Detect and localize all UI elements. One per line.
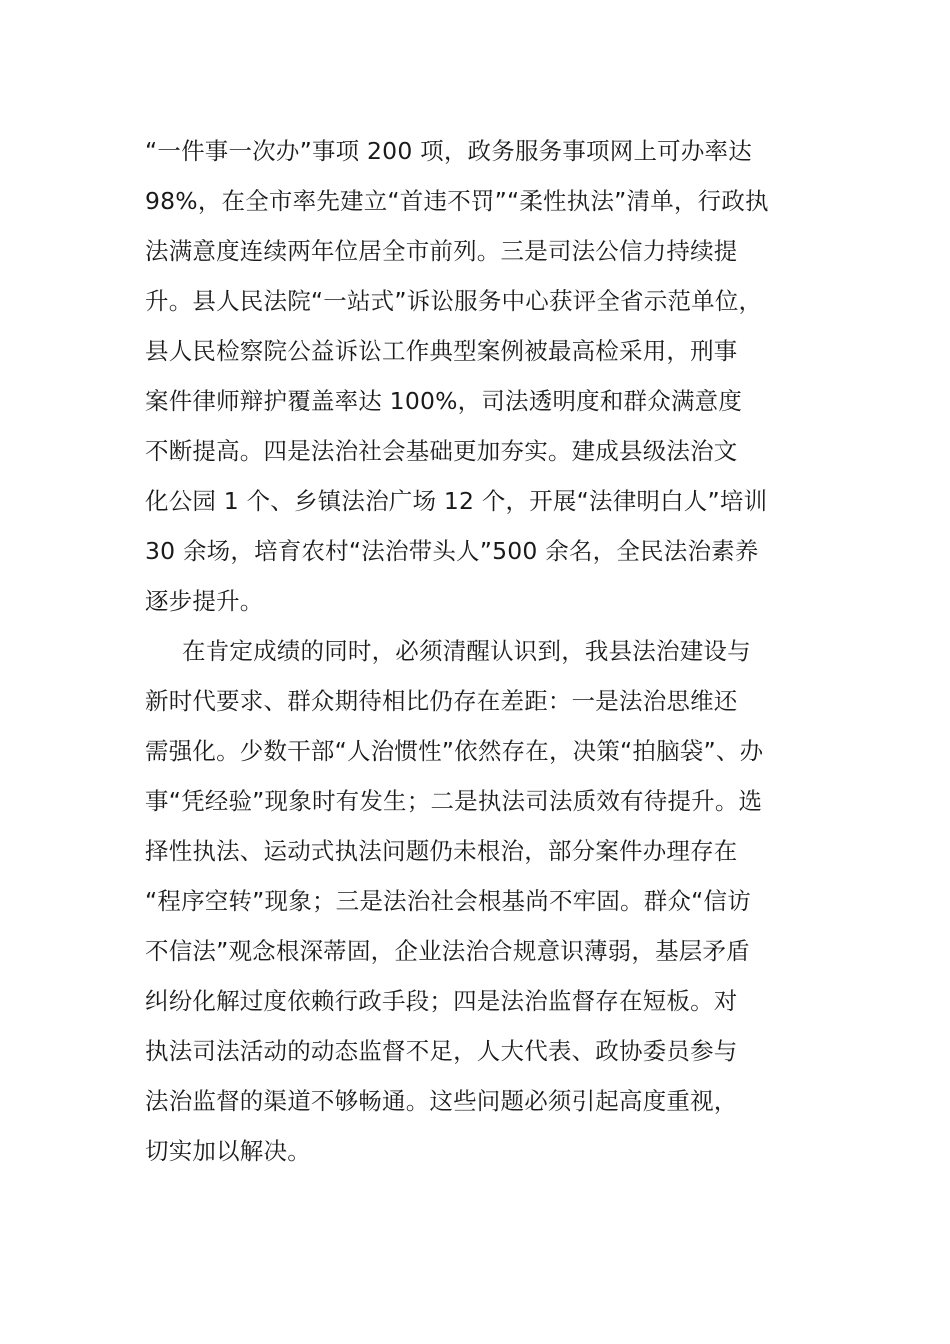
text-line: “一件事一次办”事项 200 项，政务服务事项网上可办率达 — [145, 137, 752, 165]
text-line: 纠纷化解过度依赖行政手段；四是法治监督存在短板。对 — [145, 987, 738, 1015]
document-body — [145, 126, 805, 1176]
text-line: 升。县人民法院“一站式”诉讼服务中心获评全省示范单位， — [145, 287, 763, 315]
text-line: “程序空转”现象；三是法治社会根基尚不牢固。群众“信访 — [145, 887, 751, 915]
text-line: 法满意度连续两年位居全市前列。三是司法公信力持续提 — [145, 237, 738, 265]
text-line: 择性执法、运动式执法问题仍未根治，部分案件办理存在 — [145, 837, 738, 865]
text-line: 98%，在全市率先建立“首违不罚”“柔性执法”清单，行政执 — [145, 187, 769, 215]
text-line: 切实加以解决。 — [145, 1137, 311, 1165]
text-line: 化公园 1 个、乡镇法治广场 12 个，开展“法律明白人”培训 — [145, 487, 768, 515]
text-line: 逐步提升。 — [145, 587, 264, 615]
text-line: 事“凭经验”现象时有发生；二是执法司法质效有待提升。选 — [145, 787, 763, 815]
text-line: 不信法”观念根深蒂固，企业法治合规意识薄弱，基层矛盾 — [145, 937, 750, 965]
text-line: 执法司法活动的动态监督不足，人大代表、政协委员参与 — [145, 1037, 738, 1065]
text-line: 案件律师辩护覆盖率达 100%，司法透明度和群众满意度 — [145, 387, 743, 415]
text-line: 不断提高。四是法治社会基础更加夯实。建成县级法治文 — [145, 437, 738, 465]
text-line: 30 余场，培育农村“法治带头人”500 余名，全民法治素养 — [145, 537, 759, 565]
paragraph-achievements — [145, 126, 805, 626]
text-line: 法治监督的渠道不够畅通。这些问题必须引起高度重视， — [145, 1087, 738, 1115]
paragraph-problems — [145, 626, 805, 1176]
text-line: 需强化。少数干部“人治惯性”依然存在，决策“拍脑袋”、办 — [145, 737, 764, 765]
text-line: 县人民检察院公益诉讼工作典型案例被最高检采用，刑事 — [145, 337, 738, 365]
text-line: 新时代要求、群众期待相比仍存在差距：一是法治思维还 — [145, 687, 738, 715]
text-line-indented: 在肯定成绩的同时，必须清醒认识到，我县法治建设与 — [182, 637, 751, 665]
